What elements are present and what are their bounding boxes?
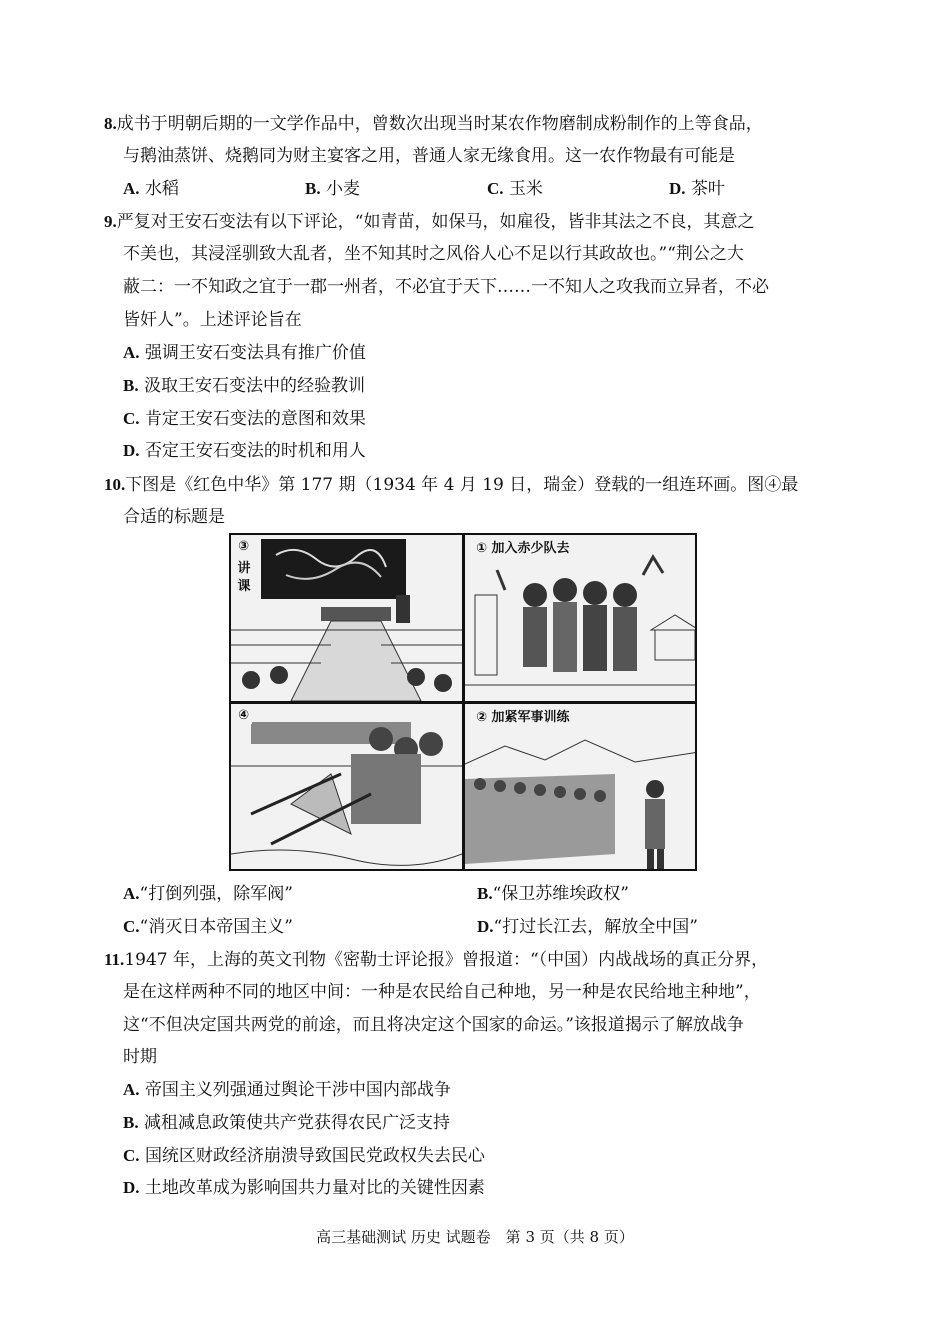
q9-line-1: 9.严复对王安石变法有以下评论，“如青苗，如保马，如雇役，皆非其法之不良，其意之: [104, 212, 755, 232]
q10-option-d[interactable]: D.“打过长江去，解放全中国”: [477, 917, 698, 937]
q10-option-a[interactable]: A.“打倒列强，除军阀”: [123, 884, 293, 904]
q8-option-a[interactable]: A. 水稻: [123, 179, 179, 199]
q9-option-d[interactable]: D. 否定王安石变法的时机和用人: [123, 441, 366, 461]
q8-option-d[interactable]: D. 茶叶: [669, 179, 725, 199]
comic-panel-2: [465, 704, 697, 871]
q10-line-2: 合适的标题是: [123, 507, 225, 527]
panel-3-title-2: 课: [237, 579, 251, 594]
q9-line-4: 皆奸人”。上述评论旨在: [123, 310, 302, 330]
q8-options: [123, 178, 851, 200]
q11-option-a[interactable]: A. 帝国主义列强通过舆论干涉中国内部战争: [123, 1080, 451, 1100]
panel-2-caption: ② 加紧军事训练: [473, 710, 573, 726]
q11-line-4: 时期: [123, 1047, 157, 1067]
q9-line-3: 蔽二：一不知政之宜于一郡一州者，不必宜于天下……一不知人之攻我而立异者，不必: [123, 277, 769, 297]
q11-line-1: 11.1947 年，上海的英文刊物《密勒士评论报》曾报道：“（中国）内战战场的真正分界，: [104, 950, 769, 970]
q10-number: 10.: [104, 475, 126, 494]
q9-number: 9.: [104, 212, 117, 231]
q10-option-b[interactable]: B.“保卫苏维埃政权”: [477, 884, 629, 904]
q10-options-row-1: [123, 883, 831, 905]
q8-option-b[interactable]: B. 小麦: [305, 179, 360, 199]
training-illustration: [465, 704, 697, 871]
q11-number: 11.: [104, 950, 125, 969]
q9-line-2: 不美也，其浸淫驯致大乱者，坐不知其时之风俗人心不足以行其政故也。”“荆公之大: [123, 244, 744, 264]
comic-panel-1: [465, 535, 697, 701]
q10-option-c[interactable]: C.“消灭日本帝国主义”: [123, 917, 293, 937]
comic-strip-figure: [229, 533, 697, 871]
q9-option-c[interactable]: C. 肯定王安石变法的意图和效果: [123, 409, 366, 429]
panel-4-number: ④: [235, 708, 252, 724]
comic-panel-4: [231, 704, 462, 871]
q8-number: 8.: [104, 114, 117, 133]
comic-panel-3: [231, 535, 462, 701]
q8-line-1: 8.成书于明朝后期的一文学作品中，曾数次出现当时某农作物磨制成粉制作的上等食品，: [104, 114, 763, 134]
comic-divider-horizontal: [231, 701, 695, 704]
q11-option-b[interactable]: B. 减租减息政策使共产党获得农民广泛支持: [123, 1113, 450, 1133]
q11-line-2: 是在这样两种不同的地区中间：一种是农民给自己种地，另一种是农民给地主种地”，: [123, 982, 761, 1002]
panel-1-caption: ① 加入赤少队去: [473, 541, 573, 557]
panel-3-title-1: 讲: [237, 561, 251, 576]
q9-option-a[interactable]: A. 强调王安石变法具有推广价值: [123, 343, 366, 363]
q8-option-c[interactable]: C. 玉米: [487, 179, 543, 199]
q8-line-2: 与鹅油蒸饼、烧鹅同为财主宴客之用，普通人家无缘食用。这一农作物最有可能是: [123, 146, 735, 166]
q11-option-d[interactable]: D. 土地改革成为影响国共力量对比的关键性因素: [123, 1178, 485, 1198]
page-footer: 高三基础测试 历史 试题卷 第 3 页（共 8 页）: [316, 1228, 634, 1246]
q10-line-1: 10.下图是《红色中华》第 177 期（1934 年 4 月 19 日，瑞金）登载的一组连环画。图④最: [104, 475, 799, 495]
q9-option-b[interactable]: B. 汲取王安石变法中的经验教训: [123, 376, 365, 396]
lecture-illustration: [231, 535, 462, 701]
panel-3-number: ③: [235, 539, 252, 555]
q10-options-row-2: [123, 916, 831, 938]
charge-illustration: [231, 704, 462, 871]
recruits-illustration: [465, 535, 697, 701]
q11-option-c[interactable]: C. 国统区财政经济崩溃导致国民党政权失去民心: [123, 1146, 485, 1166]
q11-line-3: 这“不但决定国共两党的前途，而且将决定这个国家的命运。”该报道揭示了解放战争: [123, 1015, 744, 1035]
